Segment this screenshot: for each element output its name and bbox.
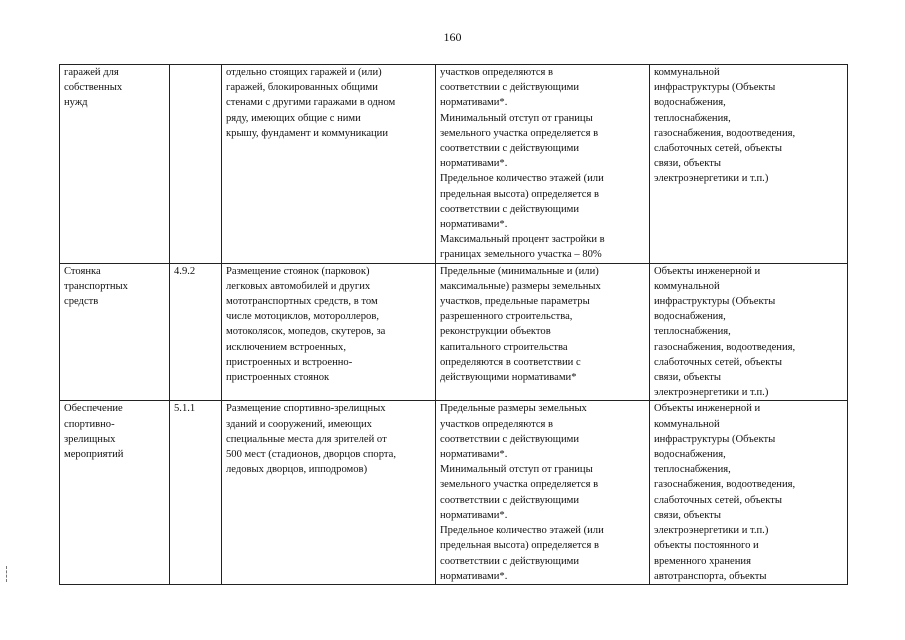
cell-line: Объекты инженерной и (654, 265, 761, 277)
cell-line: Размещение спортивно-зрелищных (226, 403, 386, 415)
cell-line: теплоснабжения, (654, 112, 731, 124)
use-name-cell (60, 401, 170, 584)
use-code-cell (170, 65, 222, 264)
cell-line: Объекты инженерной и (654, 403, 761, 415)
cell-line: нормативами*. (440, 449, 508, 461)
use-name-cell (60, 65, 170, 264)
cell-line: нормативами*. (440, 158, 508, 170)
cell-line: слаботочных сетей, объекты (654, 356, 782, 368)
cell-line: электроэнергетики и т.п.) (654, 387, 769, 399)
cell-line: Минимальный отступ от границы (440, 464, 593, 476)
table-row (60, 65, 848, 264)
cell-line: слаботочных сетей, объекты (654, 494, 782, 506)
cell-line: гаражей для (64, 67, 119, 78)
cell-line: участков определяются в (440, 418, 554, 430)
use-code-cell: 4.9.2 (170, 263, 222, 401)
cell-line: газоснабжения, водоотведения, (654, 127, 796, 139)
cell-line: участков определяются в (440, 67, 554, 78)
use-description-cell (222, 263, 436, 401)
cell-line: объекты постоянного и (654, 540, 759, 552)
cell-line: специальные места для зрителей от (226, 433, 387, 445)
use-code-cell: 5.1.1 (170, 401, 222, 584)
cell-line: газоснабжения, водоотведения, (654, 341, 796, 353)
cell-line: Размещение стоянок (парковок) (226, 265, 370, 277)
cell-line: водоснабжения, (654, 449, 726, 461)
cell-line: инфраструктуры (Объекты (654, 296, 776, 308)
cell-line: инфраструктуры (Объекты (654, 433, 776, 445)
cell-line: водоснабжения, (654, 311, 726, 323)
cell-line: исключением встроенных, (226, 341, 346, 353)
cell-line: соответствии с действующими (440, 433, 580, 445)
cell-line: теплоснабжения, (654, 326, 731, 338)
parameters-cell (436, 263, 650, 401)
cell-line: газоснабжения, водоотведения, (654, 479, 796, 491)
cell-line: транспортных (64, 280, 128, 292)
cell-line: числе мотоциклов, мотороллеров, (226, 311, 379, 323)
use-name-cell (60, 263, 170, 401)
cell-line: зрелищных (64, 433, 116, 445)
cell-line: мотоколясок, мопедов, скутеров, за (226, 326, 386, 338)
cell-line: земельного участка определяется в (440, 127, 599, 139)
cell-line: средств (64, 296, 99, 308)
cell-line: электроэнергетики и т.п.) (654, 525, 769, 537)
cell-line: определяются в соответствии с (440, 356, 581, 368)
cell-line: легковых автомобилей и других (226, 280, 371, 292)
cell-line: инфраструктуры (Объекты (654, 82, 776, 94)
parameters-cell (436, 65, 650, 264)
cell-line: связи, объекты (654, 372, 721, 384)
auxiliary-uses-cell (650, 401, 848, 584)
cell-line: мототранспортных средств, в том (226, 296, 378, 308)
cell-line: коммунальной (654, 418, 720, 430)
cell-line: слаботочных сетей, объекты (654, 143, 782, 155)
cell-line: электроэнергетики и т.п.) (654, 173, 769, 185)
cell-line: стенами с другими гаражами в одном (226, 97, 396, 109)
cell-line: нормативами*. (440, 219, 508, 231)
cell-line: гаражей, блокированных общими (226, 82, 378, 94)
cell-line: ледовых дворцов, ипподромов) (226, 464, 368, 476)
cell-line: отдельно стоящих гаражей и (или) (226, 67, 382, 78)
cell-line: крышу, фундамент и коммуникации (226, 127, 389, 139)
use-description-cell (222, 401, 436, 584)
parameters-cell (436, 401, 650, 584)
page-number: 160 (443, 30, 462, 44)
cell-line: теплоснабжения, (654, 464, 731, 476)
cell-line: максимальные) размеры земельных (440, 280, 601, 292)
cell-line: мероприятий (64, 449, 124, 461)
cell-line: нормативами*. (440, 97, 508, 109)
cell-line: Предельное количество этажей (или (440, 173, 604, 185)
cell-line: временного хранения (654, 555, 751, 567)
cell-line: коммунальной (654, 67, 720, 78)
cell-line: связи, объекты (654, 509, 721, 521)
cell-line: предельная высота) определяется в (440, 188, 600, 200)
auxiliary-uses-cell (650, 263, 848, 401)
cell-line: связи, объекты (654, 158, 721, 170)
scan-edge-mark (6, 566, 10, 582)
cell-line: соответствии с действующими (440, 555, 580, 567)
cell-line: Минимальный отступ от границы (440, 112, 593, 124)
cell-line: Предельные размеры земельных (440, 403, 587, 415)
cell-line: земельного участка определяется в (440, 479, 599, 491)
cell-line: Максимальный процент застройки в (440, 234, 605, 246)
cell-line: соответствии с действующими (440, 494, 580, 506)
cell-line: реконструкции объектов (440, 326, 551, 338)
use-description-cell (222, 65, 436, 264)
cell-line: капитального строительства (440, 341, 568, 353)
cell-line: Предельные (минимальные и (или) (440, 265, 599, 277)
cell-line: зданий и сооружений, имеющих (226, 418, 372, 430)
table-row (60, 263, 848, 401)
auxiliary-uses-cell (650, 65, 848, 264)
cell-line: действующими нормативами* (440, 372, 577, 384)
cell-line: автотранспорта, объекты (654, 570, 767, 582)
cell-line: соответствии с действующими (440, 203, 580, 215)
cell-line: соответствии с действующими (440, 143, 580, 155)
cell-line: Стоянка (64, 265, 101, 277)
cell-line: пристроенных и встроенно- (226, 356, 353, 368)
cell-line: соответствии с действующими (440, 82, 580, 94)
cell-line: Обеспечение (64, 403, 123, 415)
cell-line: водоснабжения, (654, 97, 726, 109)
cell-line: границах земельного участка – 80% (440, 249, 602, 261)
cell-line: нужд (64, 97, 88, 109)
cell-line: коммунальной (654, 280, 720, 292)
cell-line: нормативами*. (440, 570, 508, 582)
cell-line: предельная высота) определяется в (440, 540, 600, 552)
cell-line: нормативами*. (440, 509, 508, 521)
cell-line: разрешенного строительства, (440, 311, 573, 323)
table-row (60, 401, 848, 584)
cell-line: спортивно- (64, 418, 115, 430)
cell-line: участков, предельные параметры (440, 296, 590, 308)
cell-line: 500 мест (стадионов, дворцов спорта, (226, 449, 396, 461)
cell-line: собственных (64, 82, 123, 94)
cell-line: пристроенных стоянок (226, 372, 330, 384)
land-use-table (59, 64, 848, 585)
cell-line: Предельное количество этажей (или (440, 525, 604, 537)
cell-line: ряду, имеющих общие с ними (226, 112, 361, 124)
